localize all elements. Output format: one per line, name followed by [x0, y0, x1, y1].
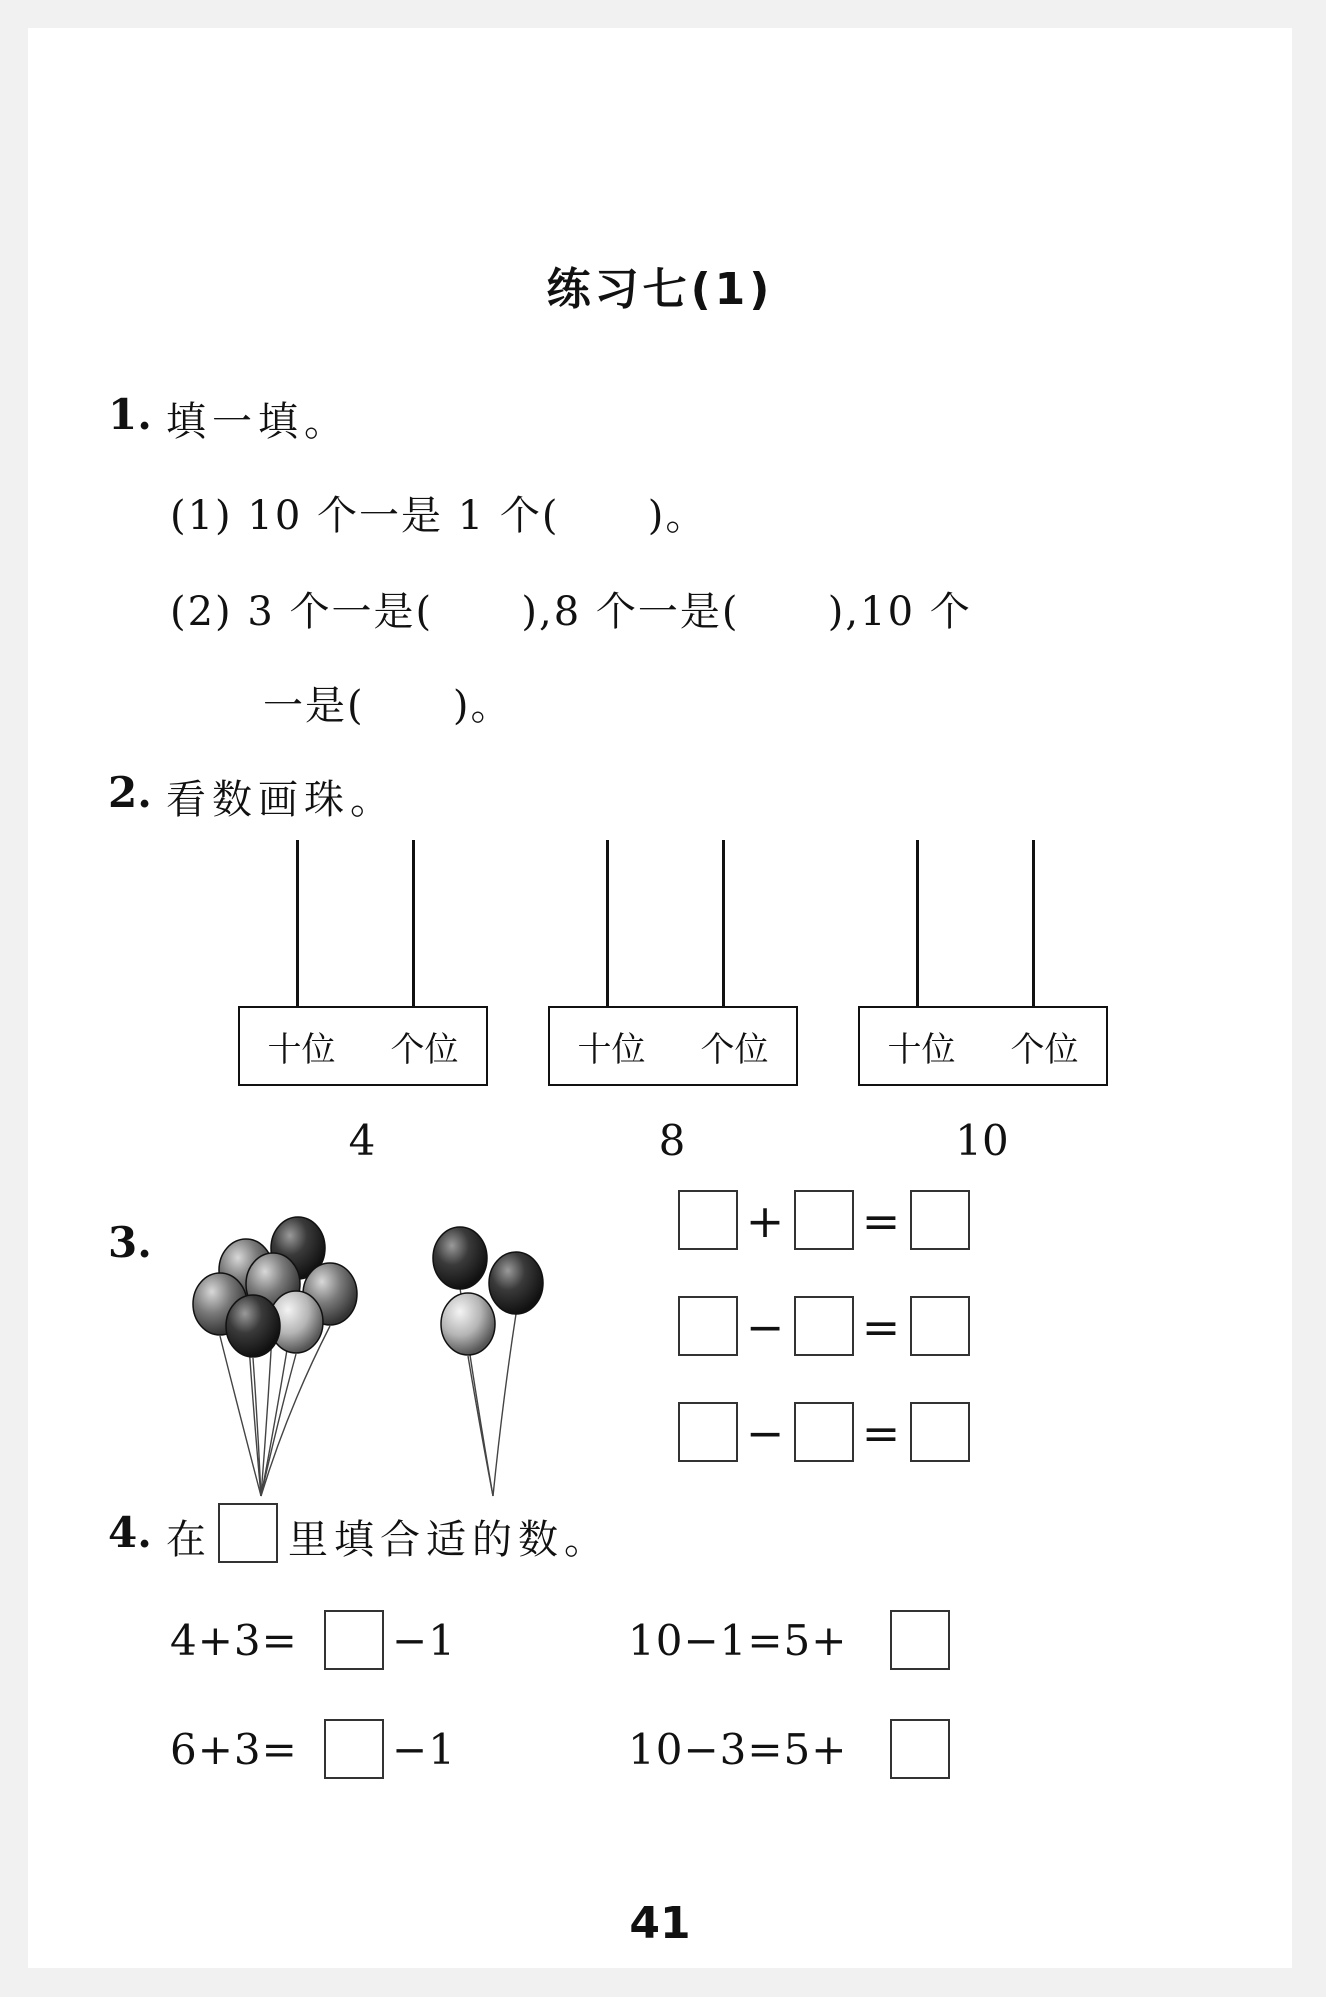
example-box: [218, 1503, 278, 1563]
balloon: [433, 1227, 487, 1289]
equals-sign: =: [861, 1300, 901, 1354]
balloon: [489, 1252, 543, 1314]
answer-box[interactable]: [324, 1610, 384, 1670]
q4-number: 4.: [108, 1508, 152, 1557]
answer-box[interactable]: [794, 1190, 854, 1250]
q1-text: 填一填。: [166, 399, 350, 445]
equation-after: −1: [392, 1725, 456, 1774]
balloon: [226, 1295, 280, 1357]
balloon: [441, 1293, 495, 1355]
ones-label: 个位: [1010, 1029, 1079, 1070]
tens-label: 十位: [577, 1029, 646, 1070]
operator: +: [745, 1194, 785, 1248]
equation-before: 6+3=: [170, 1725, 298, 1774]
q3-number: 3.: [108, 1218, 152, 1267]
abacus-rod-ones: [1032, 840, 1035, 1008]
q1-item2-line2: 一是( )。: [263, 683, 513, 729]
page-number: 41: [629, 1898, 691, 1949]
answer-box[interactable]: [678, 1402, 738, 1462]
abacus-rod-ones: [722, 840, 725, 1008]
abacus-number: 4: [348, 1116, 376, 1165]
q1-number: 1.: [108, 390, 152, 439]
ones-label: 个位: [700, 1029, 769, 1070]
q1-item1: (1) 10 个一是 1 个( )。: [170, 493, 708, 539]
tens-label: 十位: [267, 1029, 336, 1070]
equation-before: 10−3=5+: [628, 1725, 848, 1774]
q4-text-after: 里填合适的数。: [288, 1517, 610, 1563]
worksheet-page: [28, 28, 1292, 1968]
abacus-base: [548, 1006, 798, 1086]
answer-box[interactable]: [794, 1296, 854, 1356]
abacus-rod-tens: [296, 840, 299, 1008]
q1-item2-line1: (2) 3 个一是( ),8 个一是( ),10 个: [170, 589, 972, 635]
answer-box[interactable]: [324, 1719, 384, 1779]
operator: −: [745, 1300, 785, 1354]
equation-before: 4+3=: [170, 1616, 298, 1665]
equals-sign: =: [861, 1194, 901, 1248]
q2-text: 看数画珠。: [166, 777, 396, 823]
balloons-image: [158, 1178, 578, 1508]
equation-after: −1: [392, 1616, 456, 1665]
abacus-base: [238, 1006, 488, 1086]
answer-box[interactable]: [890, 1610, 950, 1670]
q2-number: 2.: [108, 768, 152, 817]
abacus-rod-tens: [916, 840, 919, 1008]
ones-label: 个位: [390, 1029, 459, 1070]
answer-box[interactable]: [910, 1190, 970, 1250]
tens-label: 十位: [887, 1029, 956, 1070]
equation-before: 10−1=5+: [628, 1616, 848, 1665]
abacus-rod-ones: [412, 840, 415, 1008]
answer-box[interactable]: [890, 1719, 950, 1779]
abacus-base: [858, 1006, 1108, 1086]
answer-box[interactable]: [794, 1402, 854, 1462]
operator: −: [745, 1406, 785, 1460]
answer-box[interactable]: [910, 1296, 970, 1356]
abacus-number: 10: [955, 1116, 1009, 1165]
answer-box[interactable]: [678, 1296, 738, 1356]
page-title: 练习七(1): [546, 264, 774, 315]
equals-sign: =: [861, 1406, 901, 1460]
q4-text-before: 在: [166, 1517, 212, 1563]
abacus-rod-tens: [606, 840, 609, 1008]
abacus-number: 8: [658, 1116, 686, 1165]
answer-box[interactable]: [678, 1190, 738, 1250]
answer-box[interactable]: [910, 1402, 970, 1462]
